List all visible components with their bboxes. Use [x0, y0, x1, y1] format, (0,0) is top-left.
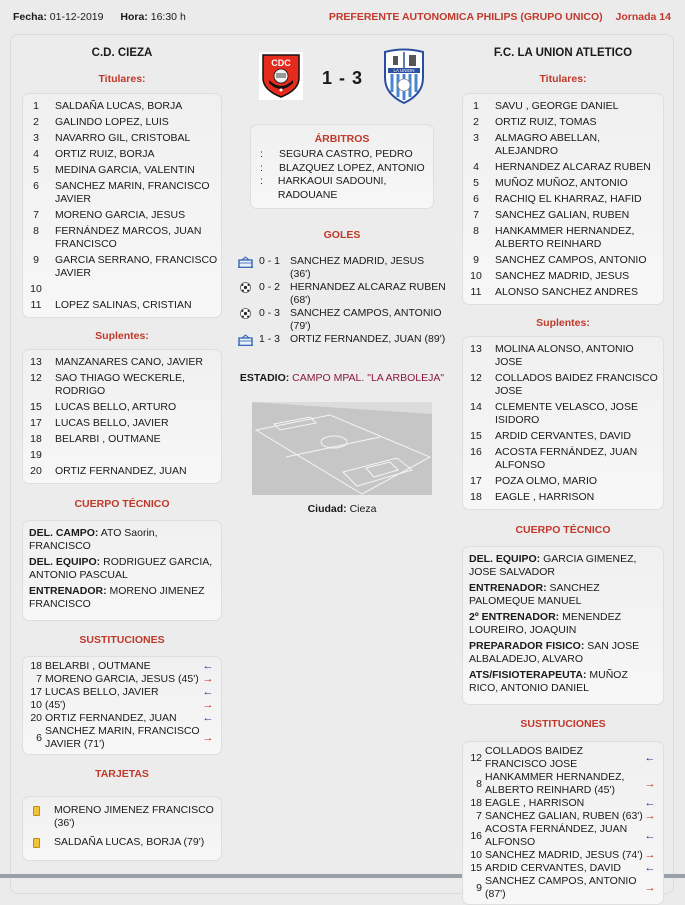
player-row[interactable] [23, 370, 221, 399]
player-name[interactable]: SANCHEZ GALIAN, RUBEN [495, 208, 630, 221]
card-text: MORENO JIMENEZ FRANCISCO (36') [54, 804, 214, 829]
staff-name: SANCHEZ PALOMEQUE MANUEL [469, 582, 600, 607]
player-name[interactable]: SANCHEZ CAMPOS, ANTONIO [495, 253, 647, 266]
referee-separator: : [260, 175, 263, 187]
staff-role: ENTRENADOR: [469, 582, 547, 594]
arrow-out-icon: → [644, 849, 656, 861]
referees-label: ÁRBITROS [314, 133, 370, 145]
player-row[interactable] [463, 341, 663, 370]
sub-player-number: 9 [476, 881, 482, 894]
yellow-card-icon [33, 838, 40, 848]
player-name[interactable]: LUCAS BELLO, JAVIER [55, 416, 169, 429]
player-number: 15 [470, 429, 482, 442]
player-row[interactable] [23, 463, 221, 479]
final-score: 1 - 3 [322, 68, 364, 88]
sub-player-number: 7 [36, 673, 42, 685]
hora-value: 16:30 h [150, 11, 186, 23]
substitution-row[interactable] [467, 862, 657, 875]
player-number: 10 [470, 269, 482, 282]
player-row[interactable] [23, 399, 221, 415]
player-row[interactable] [23, 431, 221, 447]
staff-name: MUÑOZ RICO, ANTONIO DANIEL [469, 669, 628, 694]
city-label: Ciudad: [307, 503, 347, 515]
player-row[interactable] [23, 178, 221, 207]
referee-separator: : [260, 148, 263, 160]
player-row[interactable] [463, 175, 663, 191]
sub-player-name[interactable]: SANCHEZ GALIAN, RUBEN (63') [485, 810, 643, 822]
player-row[interactable] [463, 114, 663, 130]
player-number: 15 [30, 400, 42, 413]
player-number: 13 [30, 355, 42, 368]
player-number: 18 [30, 432, 42, 445]
away-subs-label: SUSTITUCIONES [520, 718, 606, 730]
staff-name: GARCIA GIMENEZ, JOSE SALVADOR [469, 553, 637, 578]
fecha-value: 01-12-2019 [49, 11, 104, 23]
goal-net-icon [237, 255, 253, 268]
player-name[interactable]: ACOSTA FERNÁNDEZ, JUAN ALFONSO [495, 445, 638, 471]
player-row[interactable] [463, 370, 663, 399]
home-crest-text: CDC [271, 58, 291, 68]
player-number: 16 [470, 445, 482, 458]
sub-player-number: 10 [470, 849, 482, 861]
player-row[interactable] [463, 98, 663, 114]
stadium-pitch-image [252, 402, 432, 495]
goals-list [237, 255, 447, 346]
home-cards-box [22, 796, 222, 861]
player-number: 13 [470, 342, 482, 355]
player-number: 5 [33, 163, 39, 176]
home-staff-label: CUERPO TÉCNICO [74, 498, 170, 510]
card-row [31, 804, 215, 830]
home-titulares-label: Titulares: [98, 73, 146, 85]
sub-player-name[interactable]: ARDID CERVANTES, DAVID [485, 862, 621, 874]
goal-row [237, 255, 447, 281]
staff-member [469, 582, 657, 608]
sub-player-name[interactable]: ORTIZ FERNANDEZ, JUAN [45, 712, 177, 724]
ball-icon [237, 307, 253, 320]
city-name: Cieza [349, 503, 377, 515]
player-name[interactable]: SALDAÑA LUCAS, BORJA [55, 99, 183, 112]
match-center-column [237, 34, 447, 515]
player-number: 12 [30, 371, 42, 384]
player-name[interactable]: MUÑOZ MUÑOZ, ANTONIO [495, 176, 628, 189]
stadium-name[interactable]: CAMPO MPAL. "LA ARBOLEJA" [292, 372, 445, 384]
goals-label: GOLES [323, 229, 361, 241]
player-name[interactable]: ARDID CERVANTES, DAVID [495, 429, 631, 442]
away-titulares-label: Titulares: [539, 73, 587, 85]
player-name[interactable]: POZA OLMO, MARIO [495, 474, 598, 487]
jornada[interactable]: Jornada 14 [615, 11, 671, 23]
player-number: 17 [470, 474, 482, 487]
player-name[interactable]: NAVARRO GIL, CRISTOBAL [55, 131, 191, 144]
staff-member [469, 553, 657, 579]
player-number: 3 [473, 131, 479, 144]
away-crest-icon[interactable] [382, 48, 426, 106]
player-number: 19 [30, 448, 42, 461]
substitution-row[interactable] [467, 745, 657, 771]
player-name[interactable]: LUCAS BELLO, ARTURO [55, 400, 177, 413]
player-name[interactable]: SANCHEZ MARIN, FRANCISCO JAVIER [55, 179, 210, 205]
arrow-in-icon: ← [644, 751, 656, 764]
player-number: 14 [470, 400, 482, 413]
scoreboard [237, 36, 447, 106]
player-number: 8 [473, 224, 479, 237]
substitution-row[interactable] [27, 660, 215, 673]
fecha-label: Fecha: [13, 11, 47, 23]
player-row[interactable] [463, 223, 663, 252]
player-row[interactable] [23, 297, 221, 313]
player-number: 10 [30, 282, 42, 295]
player-number: 6 [473, 192, 479, 205]
player-name[interactable]: SANCHEZ MADRID, JESUS [495, 269, 630, 282]
player-name[interactable] [49, 283, 221, 296]
player-row[interactable] [23, 146, 221, 162]
player-row[interactable] [23, 447, 221, 463]
staff-role: ENTRENADOR: [29, 585, 107, 597]
sub-player-number: 18 [30, 660, 42, 672]
staff-role: DEL. CAMPO: [29, 527, 99, 539]
away-titulares-list [462, 93, 664, 305]
goal-score: 0 - 2 [259, 281, 281, 293]
player-name[interactable]: EAGLE , HARRISON [495, 490, 595, 503]
staff-name: MENENDEZ LOUREIRO, JOAQUIN [469, 611, 622, 636]
substitution-row[interactable] [467, 797, 657, 810]
arrow-in-icon: ← [644, 797, 656, 809]
hora-label: Hora: [120, 11, 148, 23]
sub-player-name[interactable]: SANCHEZ MARIN, FRANCISCO JAVIER (71') [45, 725, 200, 750]
substitution-row[interactable] [467, 849, 657, 862]
player-name[interactable]: MANZANARES CANO, JAVIER [55, 355, 203, 368]
player-row[interactable] [463, 489, 663, 505]
referee-row [257, 175, 427, 202]
player-name[interactable]: FERNÁNDEZ MARCOS, JUAN FRANCISCO [55, 224, 202, 250]
player-row[interactable] [463, 191, 663, 207]
referee-name: SEGURA CASTRO, PEDRO [279, 148, 413, 160]
match-header [0, 0, 685, 34]
player-number: 9 [473, 253, 479, 266]
substitution-row[interactable] [27, 673, 215, 686]
away-staff-label: CUERPO TÉCNICO [515, 524, 611, 536]
player-row[interactable] [23, 98, 221, 114]
staff-member [29, 527, 215, 553]
player-name[interactable]: CLEMENTE VELASCO, JOSE ISIDORO [495, 400, 638, 426]
arrow-in-icon: ← [644, 862, 656, 874]
player-name[interactable]: HANKAMMER HERNANDEZ, ALBERTO REINHARD [495, 224, 635, 250]
staff-member [29, 585, 215, 611]
arrow-in-icon: ← [644, 829, 656, 842]
competition-name[interactable]: PREFERENTE AUTONOMICA PHILIPS (GRUPO UNICO) [328, 11, 603, 23]
player-row[interactable] [23, 162, 221, 178]
away-staff-box [462, 546, 664, 705]
away-team-column [462, 34, 664, 905]
sub-player-name[interactable]: EAGLE , HARRISON [485, 797, 585, 809]
player-name[interactable]: ORTIZ RUIZ, TOMAS [495, 115, 597, 128]
sub-player-number: 18 [470, 797, 482, 809]
home-suplentes-list [22, 349, 222, 484]
arrow-out-icon: → [202, 731, 214, 744]
sub-player-number: 17 [30, 686, 42, 698]
arrow-in-icon: ← [202, 712, 214, 724]
sub-player-number: 7 [476, 810, 482, 822]
substitution-row[interactable] [467, 875, 657, 901]
goal-scorer[interactable]: ORTIZ FERNANDEZ, JUAN (89') [290, 333, 446, 345]
substitution-row[interactable] [27, 686, 215, 699]
player-name[interactable]: ORTIZ FERNANDEZ, JUAN [55, 464, 187, 477]
player-row[interactable] [23, 114, 221, 130]
player-number: 3 [33, 131, 39, 144]
player-number: 7 [473, 208, 479, 221]
substitution-row[interactable] [27, 712, 215, 725]
player-number: 7 [33, 208, 39, 221]
goal-net-icon [237, 333, 253, 346]
referee-row [257, 148, 427, 162]
stadium-info [237, 372, 447, 384]
ball-icon [237, 281, 253, 294]
sub-player-name[interactable]: SANCHEZ CAMPOS, ANTONIO (87') [485, 875, 637, 900]
sub-player-name[interactable]: COLLADOS BAIDEZ FRANCISCO JOSE [485, 745, 584, 770]
player-name[interactable]: GALINDO LOPEZ, LUIS [55, 115, 169, 128]
staff-role: ATS/FISIOTERAPEUTA: [469, 669, 587, 681]
player-number: 17 [30, 416, 42, 429]
staff-name: ATO Saorin, FRANCISCO [29, 527, 158, 552]
city-info [237, 503, 447, 515]
arrow-out-icon: → [202, 699, 214, 711]
away-suplentes-label: Suplentes: [536, 317, 590, 329]
away-crest-text: LA UNION [393, 68, 415, 73]
sub-player-name[interactable]: HANKAMMER HERNANDEZ, ALBERTO REINHARD (45') [485, 771, 625, 796]
player-number: 8 [33, 224, 39, 237]
substitution-row[interactable] [467, 771, 657, 797]
arrow-out-icon: → [202, 673, 214, 685]
player-number: 20 [30, 464, 42, 477]
player-row[interactable] [23, 207, 221, 223]
staff-name: MORENO JIMENEZ FRANCISCO [29, 585, 205, 610]
player-row[interactable] [23, 223, 221, 252]
player-row[interactable] [463, 159, 663, 175]
sub-player-number: 20 [30, 712, 42, 724]
goal-row [237, 307, 447, 333]
goal-row [237, 281, 447, 307]
staff-role: DEL. EQUIPO: [469, 553, 541, 565]
player-row[interactable] [23, 281, 221, 297]
home-titulares-list [22, 93, 222, 318]
player-name[interactable]: GARCIA SERRANO, FRANCISCO JAVIER [55, 253, 218, 279]
player-name[interactable]: RACHIQ EL KHARRAZ, HAFID [495, 192, 642, 205]
player-number: 1 [33, 99, 39, 112]
arrow-in-icon: ← [202, 686, 214, 698]
goal-score: 0 - 1 [259, 255, 281, 267]
staff-name: SAN JOSE ALBALADEJO, ALVARO [469, 640, 640, 665]
referees-box [250, 124, 434, 209]
sub-player-name[interactable]: SANCHEZ MADRID, JESUS (74') [485, 849, 643, 861]
sub-player-name[interactable]: ACOSTA FERNÁNDEZ, JUAN ALFONSO [485, 823, 628, 848]
player-number: 11 [470, 285, 482, 298]
sub-player-number: 15 [470, 862, 482, 874]
staff-name: RODRIGUEZ GARCIA, ANTONIO PASCUAL [29, 556, 213, 581]
referee-separator: : [260, 161, 263, 174]
sub-player-number: 10 [30, 699, 42, 711]
player-number: 4 [473, 160, 479, 173]
player-row[interactable] [23, 354, 221, 370]
stadium-label: ESTADIO: [239, 372, 290, 384]
arrow-out-icon: → [644, 881, 656, 894]
player-number: 6 [33, 179, 39, 192]
player-name[interactable]: HERNANDEZ ALCARAZ RUBEN [495, 160, 651, 173]
player-name[interactable]: ALONSO SANCHEZ ANDRES [495, 285, 638, 298]
goal-scorer[interactable]: SANCHEZ CAMPOS, ANTONIO (79') [290, 307, 442, 332]
referee-name: HARKAOUI SADOUNI, RADOUANE [277, 175, 387, 201]
home-team-name[interactable]: C.D. CIEZA [91, 47, 153, 59]
player-number: 12 [470, 371, 482, 384]
arrow-out-icon: → [644, 777, 656, 790]
sub-player-number: 16 [470, 829, 482, 842]
home-cards-label: TARJETAS [95, 768, 149, 780]
player-name[interactable]: BELARBI , OUTMANE [55, 432, 161, 445]
player-number: 2 [473, 115, 479, 128]
player-number: 9 [33, 253, 39, 266]
staff-role: DEL. EQUIPO: [29, 556, 101, 568]
player-name[interactable]: ORTIZ RUIZ, BORJA [55, 147, 155, 160]
home-crest-icon[interactable] [259, 52, 303, 100]
sub-player-number: 8 [476, 777, 482, 790]
player-row[interactable] [463, 284, 663, 300]
away-team-name[interactable]: F.C. LA UNION ATLETICO [493, 47, 633, 59]
sub-player-number: 6 [36, 731, 42, 744]
player-row[interactable] [23, 415, 221, 431]
staff-member [469, 640, 657, 666]
sub-player-name[interactable]: (45') [45, 699, 66, 711]
home-staff-box [22, 520, 222, 621]
player-name[interactable] [49, 449, 221, 462]
player-number: 11 [30, 298, 42, 311]
player-number: 18 [470, 490, 482, 503]
arrow-out-icon: → [644, 810, 656, 822]
player-row[interactable] [463, 444, 663, 473]
goal-score: 0 - 3 [259, 307, 281, 319]
player-row[interactable] [23, 130, 221, 146]
staff-role: 2º ENTRENADOR: [469, 611, 560, 623]
home-team-column [22, 34, 222, 861]
card-text: SALDAÑA LUCAS, BORJA (79') [54, 836, 205, 848]
goal-scorer[interactable]: SANCHEZ MADRID, JESUS (36') [290, 255, 425, 280]
player-row[interactable] [463, 428, 663, 444]
away-subs-box [462, 741, 664, 905]
substitution-row[interactable] [27, 699, 215, 712]
referee-row [257, 162, 427, 176]
player-name[interactable]: MOLINA ALONSO, ANTONIO JOSE [495, 342, 634, 368]
home-suplentes-label: Suplentes: [95, 330, 149, 342]
substitution-row[interactable] [467, 810, 657, 823]
player-name[interactable]: MORENO GARCIA, JESUS [55, 208, 186, 221]
arrow-in-icon: ← [202, 660, 214, 672]
home-subs-label: SUSTITUCIONES [79, 634, 165, 646]
player-row[interactable] [463, 268, 663, 284]
player-row[interactable] [463, 399, 663, 428]
player-name[interactable]: SAO THIAGO WECKERLE, RODRIGO [55, 371, 185, 397]
player-number: 2 [33, 115, 39, 128]
player-name[interactable]: ALMAGRO ABELLAN, ALEJANDRO [495, 131, 601, 157]
goal-score: 1 - 3 [259, 333, 281, 345]
player-number: 1 [473, 99, 479, 112]
home-subs-box [22, 656, 222, 755]
sub-player-name[interactable]: LUCAS BELLO, JAVIER [45, 686, 159, 698]
goal-scorer[interactable]: HERNANDEZ ALCARAZ RUBEN (68') [290, 281, 446, 306]
match-datetime [13, 11, 190, 23]
card-row [31, 836, 215, 849]
staff-member [29, 556, 215, 582]
substitution-row[interactable] [27, 725, 215, 751]
player-name[interactable]: COLLADOS BAIDEZ FRANCISCO JOSE [495, 371, 658, 397]
player-number: 4 [33, 147, 39, 160]
player-row[interactable] [463, 130, 663, 159]
player-name[interactable]: LOPEZ SALINAS, CRISTIAN [55, 298, 192, 311]
substitution-row[interactable] [467, 823, 657, 849]
sub-player-number: 12 [470, 751, 482, 764]
away-suplentes-list [462, 336, 664, 510]
staff-member [469, 611, 657, 637]
player-row[interactable] [463, 473, 663, 489]
goal-row [237, 333, 447, 346]
player-row[interactable] [23, 252, 221, 281]
player-name[interactable]: SAVU , GEORGE DANIEL [495, 99, 619, 112]
yellow-card-icon [33, 806, 40, 816]
player-row[interactable] [463, 207, 663, 223]
player-number: 5 [473, 176, 479, 189]
staff-role: PREPARADOR FISICO: [469, 640, 585, 652]
sub-player-name[interactable]: BELARBI , OUTMANE [45, 660, 151, 672]
player-name[interactable]: MEDINA GARCIA, VALENTIN [55, 163, 195, 176]
sub-player-name[interactable]: MORENO GARCIA, JESUS (45') [45, 673, 199, 685]
referee-name: BLAZQUEZ LOPEZ, ANTONIO [279, 161, 425, 174]
staff-member [469, 669, 657, 695]
player-row[interactable] [463, 252, 663, 268]
